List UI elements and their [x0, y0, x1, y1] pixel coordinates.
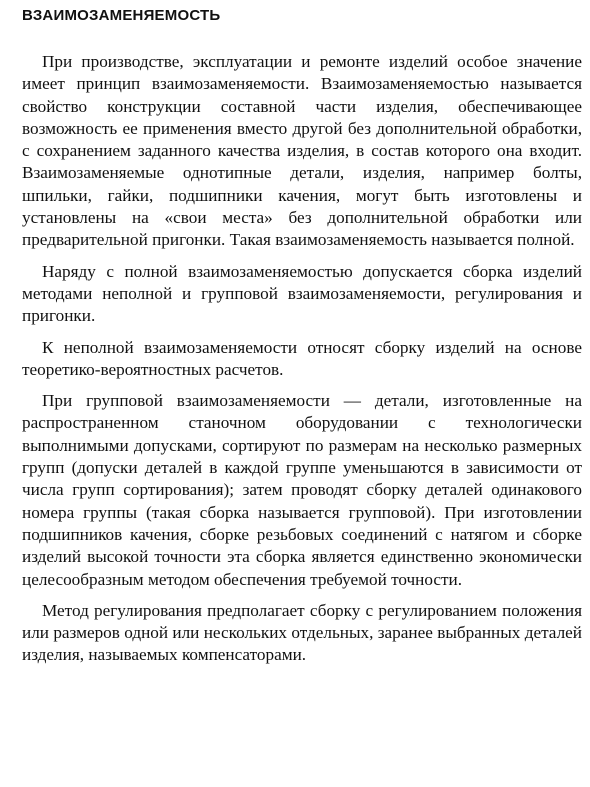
paragraph-adjustment-method: Метод регулирования предполагает сборку с регулированием положения или размеров одной или нескольких отдельных, заранее выбранных деталей изделия, называемых компенсаторами. — [22, 600, 582, 665]
section-heading: ВЗАИМОЗАМЕНЯЕМОСТЬ — [22, 7, 221, 24]
paragraph-partial-interchangeability: К неполной взаимозаменяемости относят сборку изделий на основе теоретико-вероятностных расчетов. — [22, 337, 582, 379]
body-text — [22, 51, 582, 667]
paragraph-group-interchangeability: При групповой взаимозаменяемости — детали, изготовленные на распространенном станочном оборудовании с технологически выполнимыми допусками, сортируют по размерам на несколько размерных групп (допуски деталей в каждой группе уменьшаются в зависимости от числа групп сортирования); затем проводят сборку деталей одинакового номера группы (такая сборка называется групповой). При изготовлении подшипников качения, сборке резьбовых соединений с натягом и сборке изделий высокой точности эта сборка является единственно экономически целесообразным методом обеспечения требуемой точности. — [22, 391, 582, 589]
paragraph-assembly-methods: Наряду с полной взаимозаменяемостью допускается сборка изделий методами неполной и групповой взаимозаменяемости, регулирования и пригонки. — [22, 261, 582, 326]
paragraph-full-interchangeability: При производстве, эксплуатации и ремонте изделий особое значение имеет принцип взаимозаменяемости. Взаимозаменяемостью называется свойство конструкции составной части изделия, обеспечивающее возможность ее применения вместо другой без дополнительной обработки, с сохранением заданного качества изделия, в состав которого она входит. Взаимозаменяемые однотипные детали, изделия, например болты, шпильки, гайки, подшипники качения, могут быть изготовлены и установлены на «свои места» без дополнительной обработки или предварительной пригонки. Такая взаимозаменяемость называется полной. — [22, 52, 582, 250]
document-page — [22, 0, 582, 676]
